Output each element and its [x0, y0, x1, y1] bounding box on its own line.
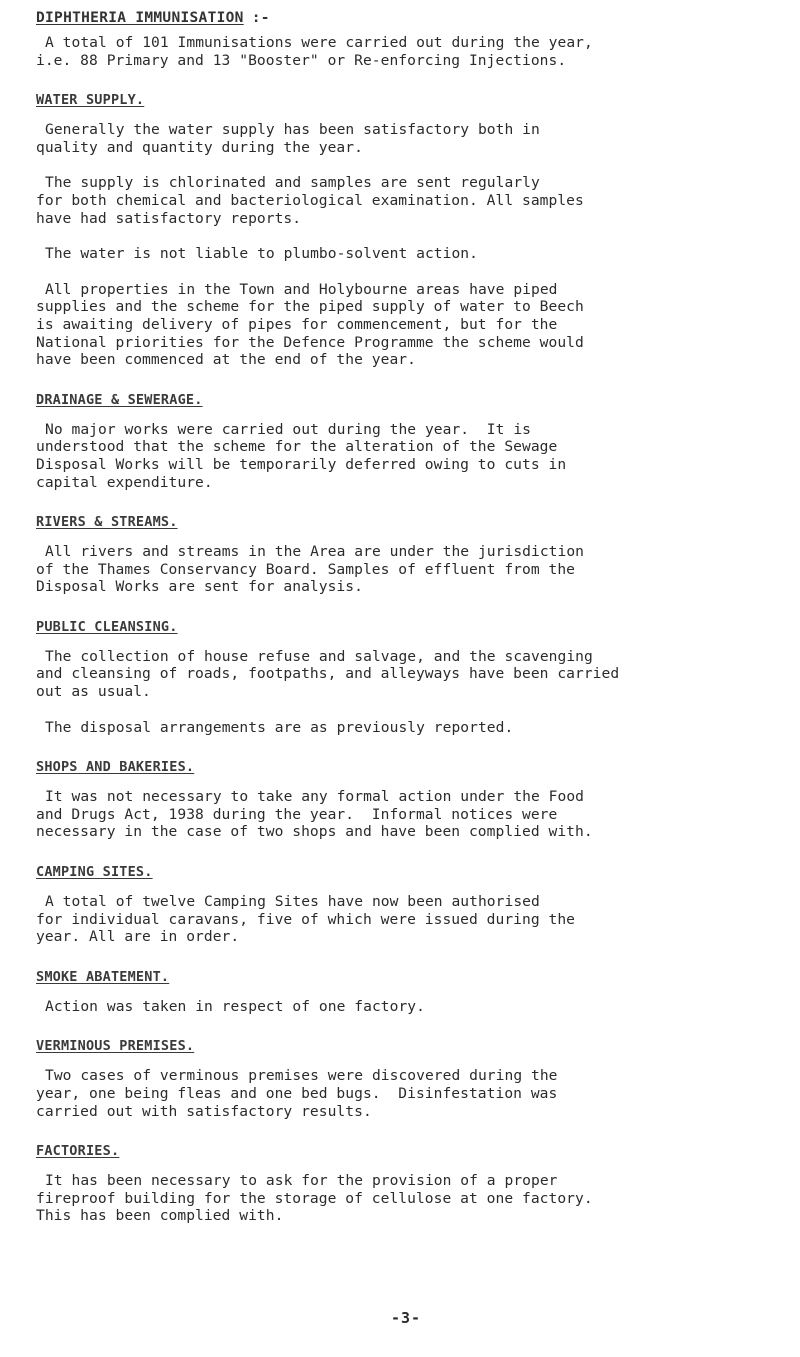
- public-cleansing-heading: PUBLIC CLEANSING.: [36, 618, 178, 635]
- water-supply-paragraph-4: All properties in the Town and Holybourne areas have piped supplies and the scheme for the piped supply of water to Beech is awaiting delivery of pipes for commencement, but for the National priorities for the Defence Programme the scheme would have been commenced at the end of the year.: [36, 280, 584, 369]
- water-supply-paragraph-1: Generally the water supply has been satisfactory both in quality and quantity during the year.: [36, 121, 540, 156]
- verminous-paragraph: Two cases of verminous premises were discovered during the year, one being fleas and one bed bugs. Disinfestation was carried out with satisfactory results.: [36, 1067, 558, 1120]
- drainage-paragraph: No major works were carried out during the year. It is understood that the scheme for the alteration of the Sewage Disposal Works will be temporarily deferred owing to cuts in capital expenditure.: [36, 420, 567, 491]
- smoke-paragraph: Action was taken in respect of one factory.: [45, 997, 425, 1015]
- diphtheria-heading-colon: :-: [251, 10, 270, 26]
- document-page: [36, 8, 776, 1348]
- rivers-heading: RIVERS & STREAMS.: [36, 514, 178, 531]
- camping-paragraph: A total of twelve Camping Sites have now been authorised for individual caravans, five of which were issued during the year. All are in order.: [36, 893, 576, 946]
- diphtheria-heading-text: DIPHTHERIA IMMUNISATION: [36, 10, 244, 26]
- water-supply-paragraph-2: The supply is chlorinated and samples are sent regularly for both chemical and bacteriological examination. All samples have had satisfactory reports.: [36, 174, 584, 227]
- public-cleansing-paragraph-1: The collection of house refuse and salvage, and the scavenging and cleansing of roads, footpaths, and alleyways have been carried out as usual.: [36, 647, 620, 701]
- diphtheria-paragraph: A total of 101 Immunisations were carried out during the year, i.e. 88 Primary and 13 "Booster" or Re-enforcing Injections.: [36, 34, 593, 69]
- shops-paragraph: It was not necessary to take any formal action under the Food and Drugs Act, 1938 during the year. Informal notices were necessary in the case of two shops and have been complied with.: [36, 788, 593, 841]
- smoke-heading: SMOKE ABATEMENT.: [36, 968, 170, 985]
- camping-heading: CAMPING SITES.: [36, 864, 153, 881]
- diphtheria-heading: [36, 8, 776, 28]
- water-supply-heading: WATER SUPPLY.: [36, 92, 145, 109]
- factories-heading: FACTORIES.: [36, 1143, 120, 1160]
- rivers-paragraph: All rivers and streams in the Area are under the jurisdiction of the Thames Conservancy Board. Samples of effluent from the Disposal Works are sent for analysis.: [36, 543, 585, 596]
- page-number: -3-: [390, 1309, 422, 1327]
- public-cleansing-paragraph-2: The disposal arrangements are as previously reported.: [45, 718, 514, 736]
- shops-heading: SHOPS AND BAKERIES.: [36, 759, 195, 776]
- factories-paragraph: It has been necessary to ask for the provision of a proper fireproof building for the storage of cellulose at one factory. This has been complied with.: [36, 1172, 593, 1225]
- verminous-heading: VERMINOUS PREMISES.: [36, 1038, 195, 1055]
- drainage-heading: DRAINAGE & SEWERAGE.: [36, 391, 203, 408]
- water-supply-paragraph-3: The water is not liable to plumbo-solvent action.: [45, 245, 478, 263]
